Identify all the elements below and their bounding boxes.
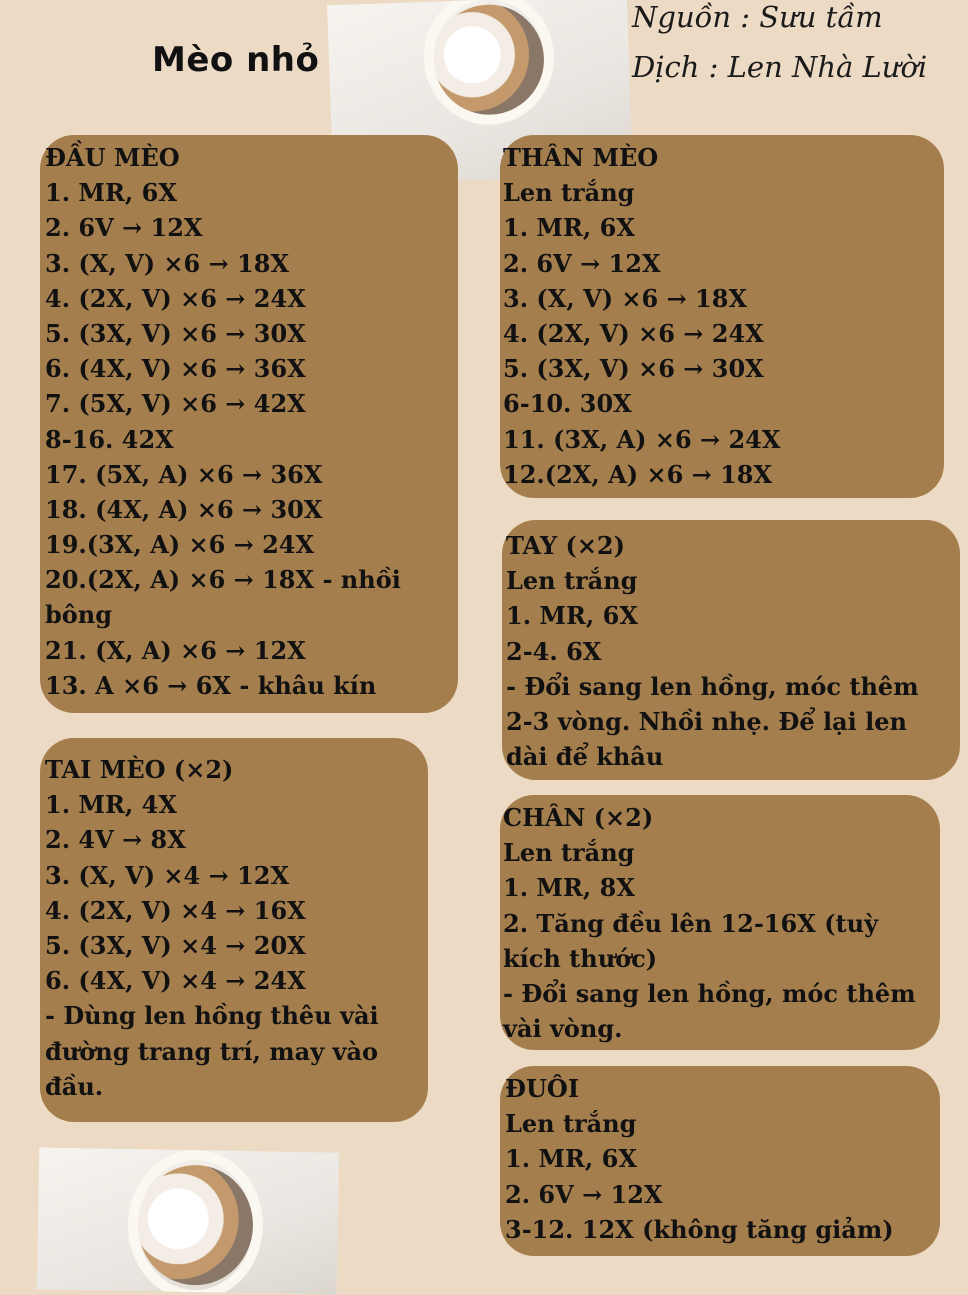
section-ears-step: 6. (4X, V) ×4 → 24X [45,966,306,996]
section-head-step: 19.(3X, A) ×6 → 24X [45,530,315,560]
section-body-step: 11. (3X, A) ×6 → 24X [503,424,781,454]
section-ears-step: 1. MR, 4X [45,790,177,820]
section-arms-step: Len trắng [506,566,638,596]
section-ears-step: - Dùng len hồng thêu vài [45,1001,379,1031]
section-body-step: 5. (3X, V) ×6 → 30X [503,354,764,384]
section-legs [503,800,916,1046]
section-head-step: 13. A ×6 → 6X - khâu kín [45,670,377,700]
section-legs-step: - Đổi sang len hồng, móc thêm [503,978,916,1008]
section-head-step: 18. (4X, A) ×6 → 30X [45,494,323,524]
section-head-step: 1. MR, 6X [45,178,177,208]
translation-credit: Dịch : Len Nhà Lười [632,50,928,84]
section-body-step: 12.(2X, A) ×6 → 18X [503,459,773,489]
section-arms-step: 2-4. 6X [506,636,602,666]
section-tail-step: 3-12. 12X (không tăng giảm) [505,1214,894,1244]
section-tail-step: 2. 6V → 12X [505,1179,663,1209]
section-ears-title: TAI MÈO (×2) [45,755,234,784]
section-body-step: 4. (2X, V) ×6 → 24X [503,318,764,348]
section-head-step: 7. (5X, V) ×6 → 42X [45,389,306,419]
section-legs-step: Len trắng [503,838,635,868]
section-body-step: Len trắng [503,178,635,208]
section-legs-step: vài vòng. [503,1014,623,1044]
section-arms-step: - Đổi sang len hồng, móc thêm [506,671,919,701]
section-body [503,140,780,492]
page-title: Mèo nhỏ [152,40,320,80]
section-head-step: 21. (X, A) ×6 → 12X [45,635,306,665]
section-arms-step: 1. MR, 6X [506,601,638,631]
section-body-step: 3. (X, V) ×6 → 18X [503,283,748,313]
section-head-step: 17. (5X, A) ×6 → 36X [45,459,323,489]
section-ears-step: đường trang trí, may vào [45,1036,378,1066]
source-credit: Nguồn : Sưu tầm [632,0,883,34]
section-tail-step: Len trắng [505,1109,637,1139]
section-arms-title: TAY (×2) [506,531,625,560]
section-legs-step: 2. Tăng đều lên 12-16X (tuỳ [503,908,879,938]
section-body-step: 6-10. 30X [503,389,632,419]
section-head-step: 8-16. 42X [45,424,174,454]
section-head-step: 5. (3X, V) ×6 → 30X [45,318,306,348]
section-head-step: 3. (X, V) ×6 → 18X [45,248,290,278]
section-arms-step: 2-3 vòng. Nhồi nhẹ. Để lại len [506,706,907,736]
section-ears-step: 3. (X, V) ×4 → 12X [45,860,290,890]
section-head-step: 4. (2X, V) ×6 → 24X [45,283,306,313]
section-ears-step: đầu. [45,1071,104,1101]
section-head-step: bông [45,600,113,630]
section-head-step: 6. (4X, V) ×6 → 36X [45,354,306,384]
section-arms [506,528,919,774]
section-ears-step: 4. (2X, V) ×4 → 16X [45,895,306,925]
section-head [45,140,401,703]
section-legs-title: CHÂN (×2) [503,803,654,832]
cat-photo-bottom [37,1147,339,1294]
section-tail-step: 1. MR, 6X [505,1144,637,1174]
section-ears-step: 2. 4V → 8X [45,825,186,855]
section-legs-step: 1. MR, 8X [503,873,635,903]
section-body-step: 2. 6V → 12X [503,248,661,278]
section-body-title: THÂN MÈO [503,143,659,172]
section-tail-title: ĐUÔI [505,1074,580,1103]
section-arms-step: dài để khâu [506,742,664,772]
section-body-step: 1. MR, 6X [503,213,635,243]
section-head-title: ĐẦU MÈO [45,143,180,172]
section-head-step: 20.(2X, A) ×6 → 18X - nhồi [45,565,401,595]
section-head-step: 2. 6V → 12X [45,213,203,243]
section-ears [45,752,379,1104]
section-legs-step: kích thước) [503,943,658,973]
section-ears-step: 5. (3X, V) ×4 → 20X [45,930,306,960]
section-tail [505,1071,894,1247]
